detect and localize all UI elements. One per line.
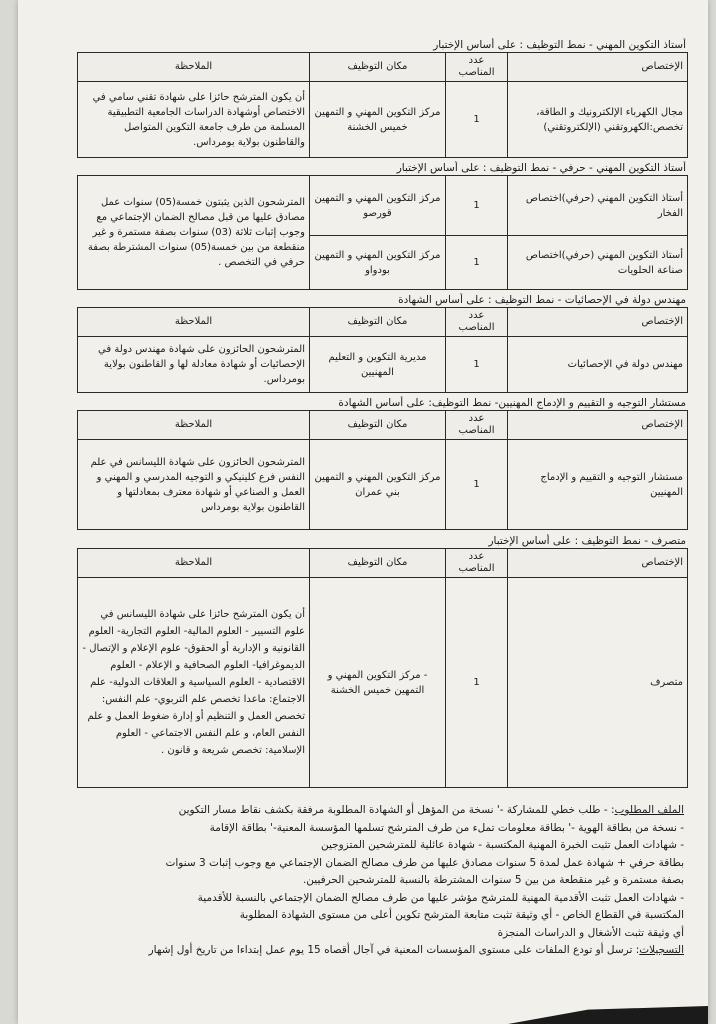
place-cell: - مركز التكوين المهني و التمهين خميس الخشنة: [310, 578, 446, 788]
table-row: [78, 176, 688, 236]
documents-line: أي وثيقة تثبت الأشغال و الدراسات المنجزة: [497, 926, 684, 939]
count-cell: 1: [446, 236, 508, 290]
place-cell: مركز التكوين المهني و التمهين بودواو: [310, 236, 446, 290]
table-header-row: [78, 411, 688, 440]
section-title: مستشار التوجيه و التقييم و الإدماج المهنيين- نمط التوظيف: على أساس الشهادة: [338, 397, 686, 409]
header-note: الملاحظة: [78, 53, 310, 82]
place-cell: مديرية التكوين و التعليم المهنيين: [310, 337, 446, 393]
table-row: [78, 337, 688, 393]
section-title: مهندس دولة في الإحصائيات - نمط التوظيف : على أساس الشهادة: [398, 294, 686, 306]
table-header-row: [78, 549, 688, 578]
header-count: عدد المناصب: [446, 411, 508, 440]
required-documents: [58, 802, 688, 960]
spec-cell: متصرف: [508, 578, 688, 788]
documents-line: - شهادات العمل تثبت الخبرة المهنية المكتسبة - شهادة عائلية للمترشحين المتزوجين: [320, 839, 684, 851]
registration-line: [58, 942, 684, 960]
table-row: [78, 578, 688, 788]
spec-cell: أستاذ التكوين المهني (حرفي)اختصاص الفخار: [508, 176, 688, 236]
positions-table: [77, 52, 688, 158]
header-place: مكان التوظيف: [310, 549, 446, 578]
count-cell: 1: [446, 578, 508, 788]
positions-table: [77, 307, 688, 393]
place-cell: مركز التكوين المهني و التمهين قورصو: [310, 176, 446, 236]
spec-cell: مهندس دولة في الإحصائيات: [508, 337, 688, 393]
spec-cell: أستاذ التكوين المهني (حرفي)اختصاص صناعة الحلويات: [508, 236, 688, 290]
header-place: مكان التوظيف: [310, 53, 446, 82]
documents-line: بصفة مستمرة و غير منقطعة من بين 5 سنوات المشترطة بالنسبة للمترشحين الحرفيين.: [302, 874, 684, 886]
header-spec: الإختصاص: [508, 411, 688, 440]
header-place: مكان التوظيف: [310, 308, 446, 337]
note-cell: أن يكون المترشح حائزا على شهادة تقني سامي في الاختصاص أوشهادة الدراسات الجامعية التطبيقية المسلمة من طرف جامعة التكوين المتواصل والقاطنون بولاية بومرداس.: [78, 82, 310, 158]
spec-cell: مجال الكهرباء الإلكترونيك و الطاقة، تخصص:الكهروتقني (الإلكتروتقني): [508, 82, 688, 158]
header-spec: الإختصاص: [508, 53, 688, 82]
document-content: [58, 38, 688, 960]
document-page: [18, 0, 708, 1024]
header-spec: الإختصاص: [508, 549, 688, 578]
documents-line: - شهادات العمل تثبت الأقدمية المهنية للمترشح مؤشر عليها من طرف مصالح الضمان الإجتماعي بالنسبة للأقدمية: [197, 891, 684, 904]
table-header-row: [78, 308, 688, 337]
note-cell: المترشحون الذين يثبتون خمسة(05) سنوات عمل مصادق عليها من قبل مصالح الضمان الإجتماعي مع وجوب إثبات ثلاثة (03) سنوات بصفة مستمرة و غير منقطعة من بين خمسة(05) سنوات المشترطة بصفة حرفي في التخصص .: [78, 176, 310, 290]
documents-line: بطاقة حرفي + شهادة عمل لمدة 5 سنوات مصادق عليها من طرف مصالح الضمان الإجتماعي مع وجوب إثبات 3 سنوات: [165, 856, 684, 869]
table-header-row: [78, 53, 688, 82]
count-cell: 1: [446, 82, 508, 158]
documents-line: المكتسبة في القطاع الخاص - أي وثيقة تثبت متابعة المترشح تكوين أعلى من مستوى الشهادة المطلوبة: [239, 909, 684, 921]
table-row: [78, 440, 688, 530]
spec-cell: مستشار التوجيه و التقييم و الإدماج المهنيين: [508, 440, 688, 530]
header-spec: الإختصاص: [508, 308, 688, 337]
documents-label: الملف المطلوب: [614, 804, 684, 816]
place-cell: مركز التكوين المهني و التمهين بني عمران: [310, 440, 446, 530]
header-count: عدد المناصب: [446, 53, 508, 82]
section-title: متصرف - نمط التوظيف : على أساس الإختبار: [488, 535, 686, 547]
photo-shadow: [508, 1006, 708, 1024]
positions-table: [77, 410, 688, 530]
header-count: عدد المناصب: [446, 308, 508, 337]
positions-table: [77, 175, 688, 290]
registration-text: : ترسل أو تودع الملفات على مستوى المؤسسات المعنية في آجال أقصاه 15 يوم عمل إبتداءا من تاريخ أول إشهار: [148, 944, 640, 956]
documents-line: : - طلب خطي للمشاركة -' نسخة من المؤهل أو الشهادة المطلوبة مرفقة بكشف نقاط مسار التكوين: [178, 804, 615, 816]
place-cell: مركز التكوين المهني و التمهين خميس الخشنة: [310, 82, 446, 158]
header-note: الملاحظة: [78, 411, 310, 440]
note-cell: المترشحون الحائزون على شهادة مهندس دولة في الإحصائيات أو شهادة معادلة لها و القاطنون بولاية بومرداس.: [78, 337, 310, 393]
header-note: الملاحظة: [78, 549, 310, 578]
documents-line: - نسخة من بطاقة الهوية -' بطاقة معلومات تملء من طرف المترشح تسلمها المؤسسة المعنية-' بطاقة الإقامة: [209, 821, 684, 834]
registration-label: التسجيلات: [639, 944, 684, 956]
header-place: مكان التوظيف: [310, 411, 446, 440]
header-count: عدد المناصب: [446, 549, 508, 578]
count-cell: 1: [446, 337, 508, 393]
count-cell: 1: [446, 176, 508, 236]
header-note: الملاحظة: [78, 308, 310, 337]
note-cell: المترشحون الحائزون على شهادة الليسانس في علم النفس فرع كلينيكي و التوجيه المدرسي و المهني و العمل و الصناعي أو شهادة معترف بمعادلتها و القاطنون بولاية بومرداس: [78, 440, 310, 530]
count-cell: 1: [446, 440, 508, 530]
table-row: [78, 82, 688, 158]
positions-table: [77, 548, 688, 788]
note-cell: أن يكون المترشح حائزا على شهادة الليسانس في علوم التسيير - العلوم المالية- العلوم التجارية- العلوم القانونية و الإدارية أو الحقوق- علوم الإعلام و الإتصال - الديموغرافيا- العلوم الصحافية و الإعلام - العلوم الاقتصادية - العلوم السياسية و العلاقات الدولية- علم الاجتماع: ماعدا تخصص علم التربوي- علم النفس: تخصص العمل و التنظيم أو إدارة ضغوط العمل و علم النفس العام، و علم النفس الاجتماعي - العلوم الإسلامية: تخصص شريعة و قانون .: [78, 578, 310, 788]
documents-first-line: [58, 802, 684, 820]
section-title: أستاذ التكوين المهني - حرفي - نمط التوظيف : على أساس الإختبار: [396, 162, 686, 174]
section-title: أستاذ التكوين المهني - نمط التوظيف : على أساس الإختبار: [433, 39, 686, 51]
